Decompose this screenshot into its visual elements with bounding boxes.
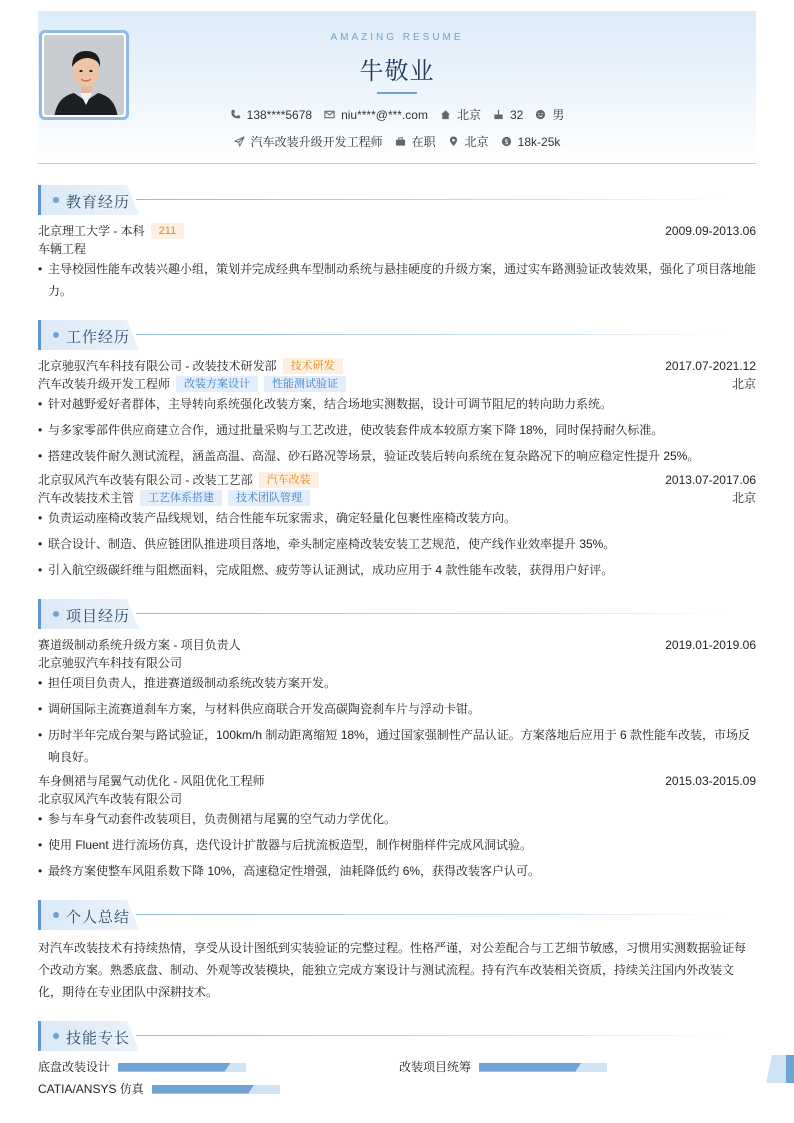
skill-bar (152, 1085, 280, 1094)
project-header (38, 772, 756, 790)
brand-text: AMAZING RESUME (330, 32, 464, 43)
school-tag: 211 (151, 223, 185, 239)
job-bullet: • 引入航空级碳纤维与阻燃面料，完成阻燃、疲劳等认证测试，成功应用于 4 款性能车改装，获得用户好评。 (38, 559, 756, 581)
smile-icon (535, 109, 546, 120)
project-bullet: • 使用 Fluent 进行流场仿真，迭代设计扩散器与后扰流板造型，制作树脂样件完成风洞试验。 (38, 834, 756, 856)
gender-item (535, 106, 564, 123)
city-item (440, 106, 481, 123)
job-role: 汽车改装技术主管 (38, 491, 135, 505)
skill-name: 底盘改装设计 (38, 1060, 111, 1074)
bullet-dot-icon (53, 611, 59, 617)
section-skills (38, 1021, 756, 1051)
bullet-dot-icon (53, 197, 59, 203)
job-dates: 2013.07-2017.06 (665, 473, 756, 487)
briefcase-icon (395, 136, 406, 147)
education-major: 车辆工程 (38, 242, 87, 256)
skill-name: 改装项目统筹 (399, 1060, 472, 1074)
job-company: 北京驰驭汽车科技有限公司 - 改装技术研发部 (38, 359, 277, 373)
phone-item (230, 108, 312, 122)
skill-item (38, 1058, 246, 1076)
job-bullet: • 搭建改装件耐久测试流程，涵盖高温、高湿、砂石路况等场景，验证改装后转向系统在复杂路况下的响应稳定性提升 25%。 (38, 445, 756, 467)
skill-bar-fill (118, 1063, 231, 1072)
phone-text: 138****5678 (246, 107, 313, 122)
section-education (38, 185, 756, 215)
svg-text:$: $ (503, 137, 509, 146)
skill-item (399, 1058, 607, 1076)
project-header (38, 636, 756, 654)
phone-icon (230, 109, 241, 120)
target-role-text: 汽车改装升级开发工程师 (250, 135, 383, 149)
project-bullet: • 历时半年完成台架与路试验证，100km/h 制动距离缩短 18%，通过国家强制性产品认证。方案落地后应用于 6 款性能车改装，市场反响良好。 (38, 724, 756, 768)
job-bullet: • 负责运动座椅改装产品线规划，结合性能车玩家需求，确定轻量化包裹性座椅改装方向。 (38, 507, 756, 529)
email-text: niu****@***.com (341, 107, 428, 122)
job-tag: 技术研发 (283, 358, 343, 374)
skill-name: CATIA/ANSYS 仿真 (38, 1082, 144, 1096)
job-bullet: • 与多家零部件供应商建立合作，通过批量采购与工艺改进，使改装套件成本较原方案下降 18%，同时保持耐久标准。 (38, 419, 756, 441)
role-tag: 工艺体系搭建 (140, 490, 222, 506)
summary-text: 对汽车改装技术有持续热情，享受从设计图纸到实装验证的完整过程。性格严谨，对公差配合与工艺细节敏感，习惯用实测数据验证每个改动方案。熟悉底盘、制动、外观等改装模块，能独立完成方案设计与测试流程。持有汽车改装相关资质，持续关注国内外改装文化，期待在专业团队中深耕技术。 (38, 941, 747, 999)
location-pin-icon (448, 136, 459, 147)
project-name: 车身侧裙与尾翼气动优化 - 风阻优化工程师 (38, 774, 265, 788)
section-work (38, 320, 756, 350)
school-name: 北京理工大学 - 本科 (38, 224, 145, 238)
education-school-row (38, 222, 756, 240)
project-bullet: • 担任项目负责人，推进赛道级制动系统改装方案开发。 (38, 672, 756, 694)
corner-decoration (766, 1055, 794, 1083)
skill-bar-fill (152, 1085, 254, 1094)
project-company: 北京驰驭汽车科技有限公司 (38, 656, 183, 670)
section-projects (38, 599, 756, 629)
project-dates: 2019.01-2019.06 (665, 638, 756, 652)
gender-text: 男 (552, 108, 565, 122)
status-text: 在职 (411, 135, 436, 149)
project-bullet: • 参与车身气动套件改装项目，负责侧裙与尾翼的空气动力学优化。 (38, 808, 756, 830)
job-role: 汽车改装升级开发工程师 (38, 377, 171, 391)
bullet-dot-icon (53, 1033, 59, 1039)
skill-item (38, 1080, 280, 1098)
job-location: 北京 (731, 377, 756, 391)
project-dates: 2015.03-2015.09 (665, 774, 756, 788)
project-bullet: • 最终方案使整车风阻系数下降 10%，高速稳定性增强，油耗降低约 6%，获得改装客户认可。 (38, 860, 756, 882)
home-icon (440, 109, 451, 120)
job-dates: 2017.07-2021.12 (665, 359, 756, 373)
section-title: 项目经历 (66, 608, 131, 625)
project-name: 赛道级制动系统升级方案 - 项目负责人 (38, 638, 241, 652)
skill-bar (479, 1063, 607, 1072)
section-title: 教育经历 (66, 194, 131, 211)
name-underline (377, 92, 417, 94)
bullet-dot-icon (53, 912, 59, 918)
job-bullet: • 联合设计、制造、供应链团队推进项目落地，牵头制定座椅改装安装工艺规范，使产线作业效率提升 35%。 (38, 533, 756, 555)
job-header (38, 471, 756, 489)
education-bullet: • 主导校园性能车改装兴趣小组，策划并完成经典车型制动系统与悬挂硬度的升级方案，通过实车路测验证改装效果，强化了项目落地能力。 (38, 258, 756, 302)
city-text: 北京 (456, 108, 481, 122)
money-icon (501, 136, 512, 147)
section-title: 技能专长 (66, 1030, 131, 1047)
contact-row (38, 106, 756, 123)
role-tag: 技术团队管理 (228, 490, 310, 506)
job-role-row (38, 375, 756, 393)
project-company: 北京驭风汽车改装有限公司 (38, 792, 183, 806)
bullet-dot-icon (53, 332, 59, 338)
job-tag: 汽车改装 (259, 472, 319, 488)
target-city-item (448, 133, 489, 150)
email-item (324, 108, 428, 122)
candidate-name: 牛敬业 (359, 58, 435, 85)
mail-icon (324, 109, 335, 120)
job-bullet: • 针对越野爱好者群体，主导转向系统强化改装方案，结合场地实测数据，设计可调节阻尼的转向助力系统。 (38, 393, 756, 415)
age-item (493, 108, 523, 122)
project-bullet: • 调研国际主流赛道刹车方案，与材料供应商联合开发高碳陶瓷刹车片与浮动卡钳。 (38, 698, 756, 720)
age-text: 32 (509, 107, 524, 122)
cake-icon (493, 109, 504, 120)
skill-bar-fill (479, 1063, 581, 1072)
role-tag: 改装方案设计 (176, 376, 258, 392)
job-location: 北京 (731, 491, 756, 505)
send-icon (234, 136, 245, 147)
job-company: 北京驭风汽车改装有限公司 - 改装工艺部 (38, 473, 253, 487)
job-role-row (38, 489, 756, 507)
intent-row (38, 133, 756, 150)
education-dates: 2009.09-2013.06 (665, 224, 756, 238)
salary-item (501, 135, 561, 149)
skill-bar (118, 1063, 246, 1072)
job-header (38, 357, 756, 375)
target-role-item (234, 133, 383, 150)
status-item (395, 133, 436, 150)
section-summary (38, 900, 756, 930)
target-city-text: 北京 (464, 135, 489, 149)
section-title: 工作经历 (66, 329, 131, 346)
section-title: 个人总结 (66, 909, 131, 926)
header-info (38, 11, 756, 150)
salary-text: 18k-25k (517, 134, 561, 149)
role-tag: 性能测试验证 (264, 376, 346, 392)
